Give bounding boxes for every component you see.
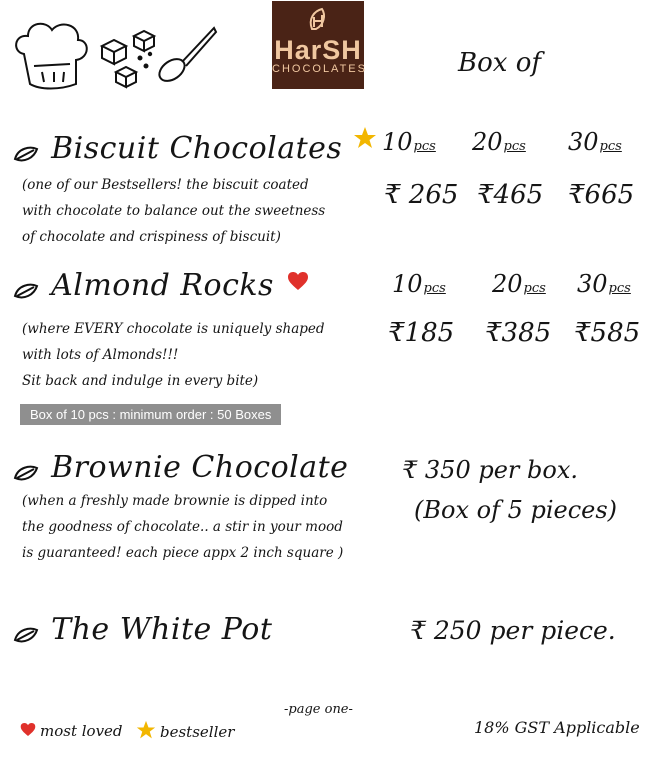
spoon-icon: [155, 28, 216, 85]
desc-line: (where EVERY chocolate is uniquely shaped: [22, 321, 325, 337]
logo-brand-text: HarSH: [274, 35, 362, 65]
size-10pcs: 10pcs: [392, 270, 446, 298]
item-title: Almond Rocks: [51, 268, 274, 303]
desc-line: with chocolate to balance out the sweetness: [22, 203, 326, 219]
item-description: [22, 172, 372, 250]
page-number: -page one-: [284, 702, 353, 717]
sugar-cubes-icon: [102, 31, 154, 87]
desc-line: the goodness of chocolate.. a stir in your mood: [22, 519, 343, 535]
item-title: The White Pot: [51, 612, 273, 647]
item-biscuit-title-row: [12, 126, 377, 166]
brownie-price: ₹ 350 per box.: [402, 456, 578, 484]
item-white-pot-title-row: [12, 612, 272, 647]
kitchen-doodle-icon: [10, 14, 220, 94]
star-icon: [136, 720, 156, 740]
desc-line: of chocolate and crispiness of biscuit): [22, 229, 281, 245]
size-30pcs: 30pcs: [577, 270, 631, 298]
price-20pcs: ₹465: [477, 180, 544, 210]
desc-line: (when a freshly made brownie is dipped into: [22, 493, 328, 509]
heart-icon: [20, 722, 36, 737]
item-title: Brownie Chocolate: [51, 450, 349, 485]
white-pot-price: ₹ 250 per piece.: [410, 616, 616, 645]
price-10pcs: ₹ 265: [384, 180, 459, 210]
gst-note: 18% GST Applicable: [474, 718, 640, 737]
heart-icon: [287, 271, 309, 291]
cocoa-leaf-icon: [12, 281, 40, 301]
box-of-label: Box of: [458, 48, 541, 78]
legend-most-loved: [20, 722, 123, 740]
desc-line: with lots of Almonds!!!: [22, 347, 179, 363]
star-icon: [353, 126, 377, 150]
desc-line: is guaranteed! each piece appx 2 inch square ): [22, 545, 344, 561]
price-20pcs: ₹385: [485, 318, 552, 348]
item-brownie-title-row: [12, 450, 348, 485]
price-10pcs: ₹185: [388, 318, 455, 348]
cocoa-leaf-icon: [12, 625, 40, 645]
legend-text: most loved: [40, 722, 123, 740]
size-20pcs: 20pcs: [492, 270, 546, 298]
item-description: [22, 488, 402, 566]
chef-hat-icon: [16, 24, 87, 89]
brownie-box-size: (Box of 5 pieces): [414, 496, 618, 524]
minimum-order-notice: Box of 10 pcs : minimum order : 50 Boxes: [20, 404, 281, 425]
item-title: Biscuit Chocolates: [51, 131, 343, 166]
cocoa-leaf-icon: [12, 463, 40, 483]
price-30pcs: ₹585: [574, 318, 641, 348]
price-30pcs: ₹665: [568, 180, 635, 210]
cocoa-leaf-icon: [12, 144, 40, 164]
brand-logo: [272, 1, 367, 89]
size-20pcs: 20pcs: [472, 128, 526, 156]
logo-emblem-icon: [304, 5, 332, 33]
legend-text: bestseller: [160, 723, 235, 741]
legend-bestseller: [136, 720, 234, 741]
size-30pcs: 30pcs: [568, 128, 622, 156]
logo-sub-text: CHOCOLATES: [272, 63, 367, 75]
size-10pcs: 10pcs: [382, 128, 436, 156]
desc-line: (one of our Bestsellers! the biscuit coated: [22, 177, 309, 193]
desc-line: Sit back and indulge in every bite): [22, 373, 259, 389]
item-almond-title-row: [12, 268, 309, 303]
item-description: [22, 316, 372, 394]
